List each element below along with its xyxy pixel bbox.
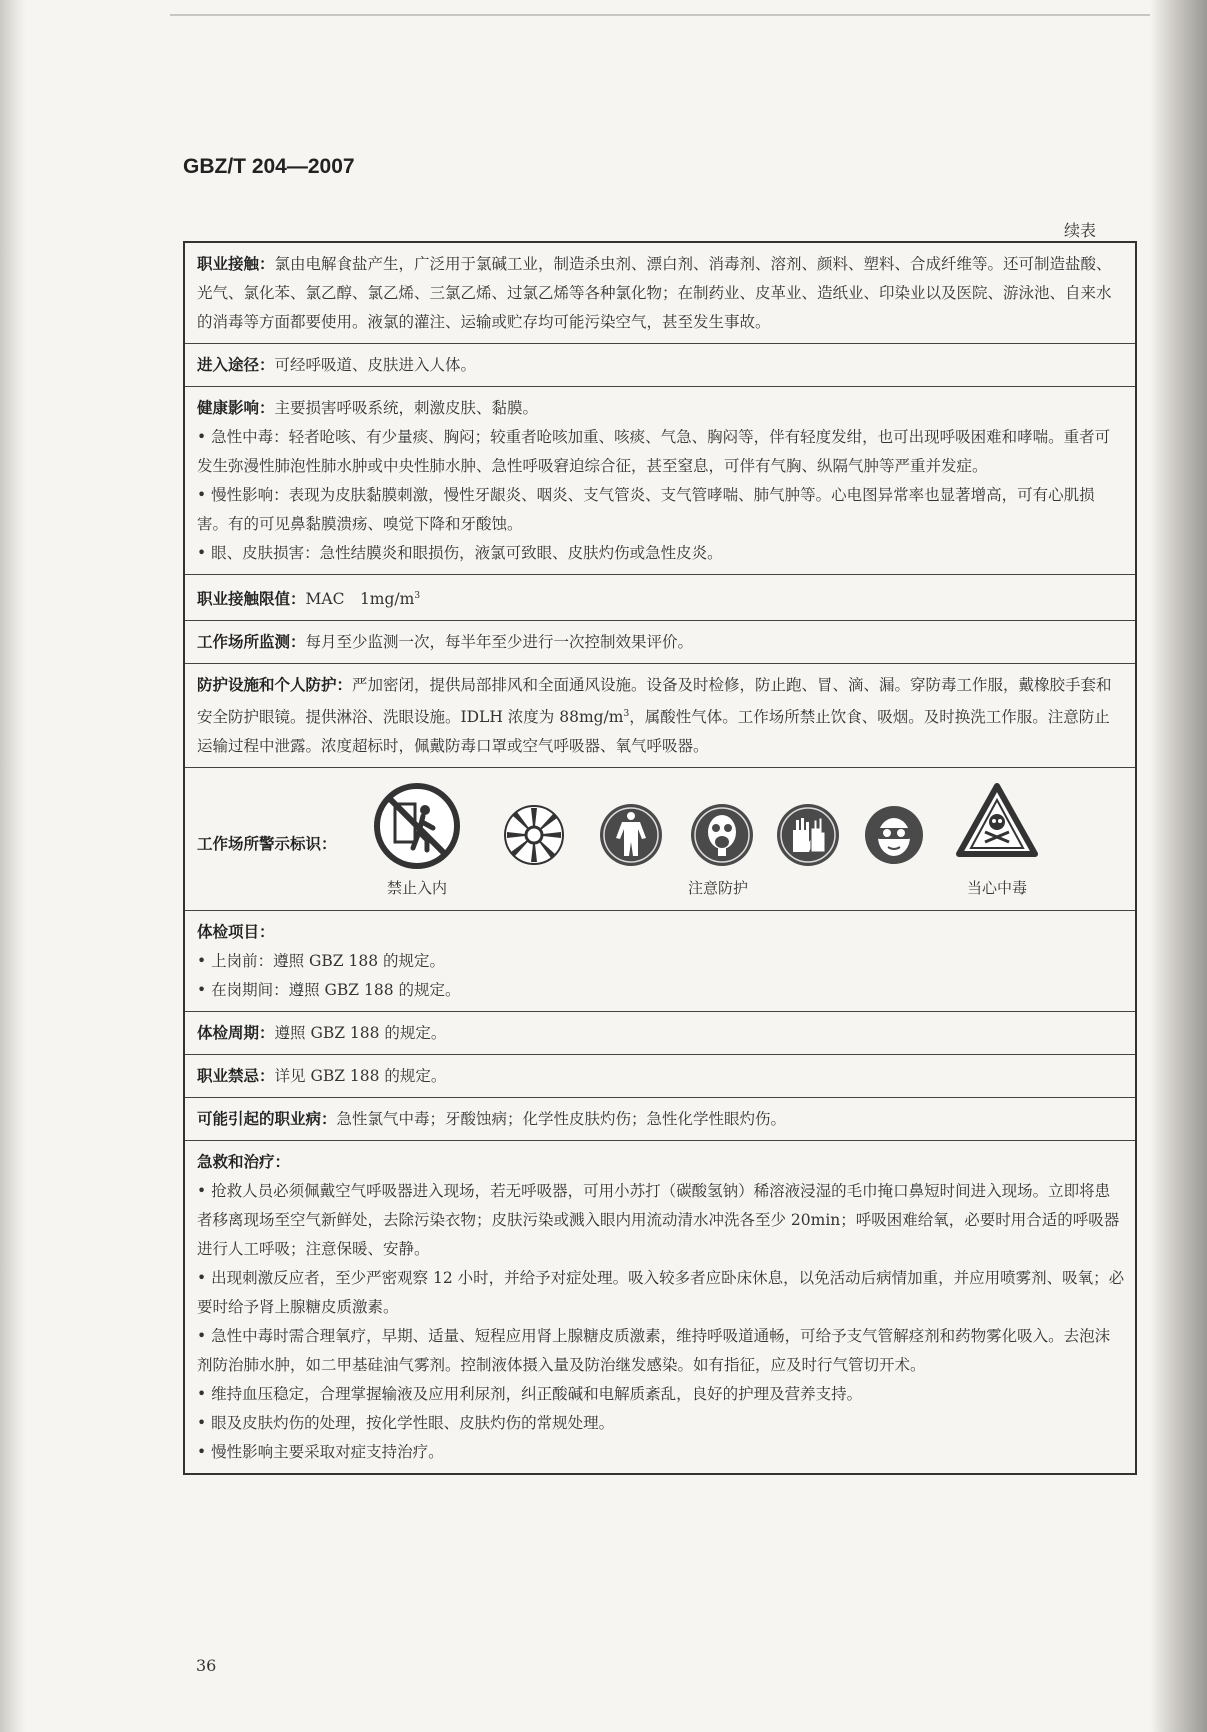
exam-item: • 在岗期间：遵照 GBZ 188 的规定。 <box>197 981 461 1000</box>
caption-no-entry: 禁止入内 <box>386 879 447 898</box>
continued-label: 续表 <box>1064 221 1097 240</box>
row-warning-signs <box>185 768 1135 911</box>
limit-superscript: 3 <box>414 591 421 601</box>
row-exposure <box>185 243 1135 344</box>
exposure-text: 氯由电解食盐产生，广泛用于氯碱工业，制造杀虫剂、漂白剂、消毒剂、溶剂、颜料、塑料、合成纤维等。还可制造盐酸、光气、氯化苯、氯乙醇、氯乙烯、三氯乙烯、过氯乙烯等各种氯化物；在制药业、皮革业、造纸业、印染业以及医院、游泳池、自来水的消毒等方面都要使用。液氯的灌注、运输或贮存均可能污染空气，甚至发生事故。 <box>197 255 1112 331</box>
disease-text: 急性氯气中毒；牙酸蚀病；化学性皮肤灼伤；急性化学性眼灼伤。 <box>336 1110 787 1129</box>
row-exam-items <box>185 911 1135 1012</box>
first-aid-item: • 眼及皮肤灼伤的处理，按化学性眼、皮肤灼伤的常规处理。 <box>197 1414 615 1433</box>
signs-label: 工作场所警示标识： <box>197 835 337 854</box>
poison-warning-icon <box>955 782 1039 858</box>
first-aid-item: • 抢救人员必须佩戴空气呼吸器进入现场，若无呼吸器，可用小苏打（碳酸氢钠）稀溶液浸湿的毛巾掩口鼻短时间进入现场。立即将患者移离现场至空气新鲜处，去除污染衣物；皮肤污染或溅入眼内用流动清水冲洗各至少 20min；呼吸困难给氧，必要时用合适的呼吸器进行人工呼吸；注意保暖、安静。 <box>197 1182 1120 1259</box>
row-protection <box>185 664 1135 768</box>
first-aid-heading: 急救和治疗： <box>197 1153 291 1172</box>
row-health <box>185 387 1135 575</box>
health-item: • 眼、皮肤损害：急性结膜炎和眼损伤，液氯可致眼、皮肤灼伤或急性皮炎。 <box>197 544 723 562</box>
row-disease <box>185 1098 1135 1141</box>
row-exam-cycle <box>185 1012 1135 1055</box>
standard-number: GBZ/T 204—2007 <box>183 155 355 178</box>
row-route <box>185 344 1135 387</box>
exam-cycle-text: 遵照 GBZ 188 的规定。 <box>274 1024 447 1043</box>
contraindication-text: 详见 GBZ 188 的规定。 <box>274 1067 447 1086</box>
limit-text: MAC 1mg/m <box>305 590 415 609</box>
page-edge <box>0 0 26 1732</box>
monitoring-heading: 工作场所监测： <box>197 633 306 652</box>
page-number: 36 <box>196 1656 217 1675</box>
health-item: • 急性中毒：轻者呛咳、有少量痰、胸闷；较重者呛咳加重、咳痰、气急、胸闷等，伴有轻度发绀，也可出现呼吸困难和哮喘。重者可发生弥漫性肺泡性肺水肿或中央性肺水肿、急性呼吸窘迫综合征，甚至窒息，可伴有气胸、纵隔气肿等严重并发症。 <box>197 428 1111 475</box>
caption-poison: 当心中毒 <box>966 879 1027 898</box>
protection-text-a: 严加密闭，提供局部排风和全面通风设施。设备及时检修，防止跑、冒、滴、漏。穿防毒工作服，戴橡胶手套和安全防护眼镜。提供淋浴、洗眼设施。IDLH 浓度为 88mg/m <box>197 676 1112 727</box>
exam-cycle-heading: 体检周期： <box>197 1024 275 1043</box>
protective-suit-icon <box>598 802 664 868</box>
caption-protection: 注意防护 <box>687 879 748 898</box>
route-heading: 进入途径： <box>197 356 275 374</box>
row-first-aid <box>185 1141 1135 1473</box>
goggles-icon <box>863 804 925 866</box>
page-shadow <box>1150 0 1207 1732</box>
health-text: 主要损害呼吸系统，刺激皮肤、黏膜。 <box>274 399 539 417</box>
first-aid-item: • 急性中毒时需合理氧疗，早期、适量、短程应用肾上腺糖皮质激素，维持呼吸道通畅，可给予支气管解痉剂和药物雾化吸入。去泡沫剂防治肺水肿，如二甲基硅油气雾剂。控制液体摄入量及防治继发感染。如有指征，应及时行气管切开术。 <box>197 1327 1111 1375</box>
protection-text-b: ，属酸性气体。工作场所禁止饮食、吸烟。及时换洗工作服。注意防止运输过程中泄露。浓度超标时，佩戴防毒口罩或空气呼吸器、氧气呼吸器。 <box>197 708 1110 756</box>
exam-items-heading: 体检项目： <box>197 923 275 942</box>
row-limit <box>185 575 1135 621</box>
protection-heading: 防护设施和个人防护： <box>197 676 353 695</box>
gas-mask-icon <box>689 802 755 868</box>
no-entry-icon <box>373 782 461 870</box>
disease-heading: 可能引起的职业病： <box>197 1110 337 1129</box>
route-text: 可经呼吸道、皮肤进入人体。 <box>274 356 477 374</box>
row-monitoring <box>185 621 1135 664</box>
health-heading: 健康影响： <box>197 399 275 417</box>
first-aid-item: • 维持血压稳定，合理掌握输液及应用利尿剂，纠正酸碱和电解质紊乱，良好的护理及营养支持。 <box>197 1385 863 1404</box>
row-contraindication <box>185 1055 1135 1098</box>
info-table <box>183 241 1137 1475</box>
health-item: • 慢性影响：表现为皮肤黏膜刺激，慢性牙龈炎、咽炎、支气管炎、支气管哮喘、肺气肿等。心电图异常率也显著增高，可有心肌损害。有的可见鼻黏膜溃疡、嗅觉下降和牙酸蚀。 <box>197 486 1095 533</box>
first-aid-item: • 出现刺激反应者，至少严密观察 12 小时，并给予对症处理。吸入较多者应卧床休息，以免活动后病情加重，并应用喷雾剂、吸氧；必要时给予肾上腺糖皮质激素。 <box>197 1269 1125 1317</box>
limit-heading: 职业接触限值： <box>197 590 306 609</box>
ventilation-fan-icon <box>503 804 565 866</box>
gloves-icon <box>775 802 841 868</box>
contraindication-heading: 职业禁忌： <box>197 1067 275 1086</box>
exposure-heading: 职业接触： <box>197 255 275 273</box>
top-rule <box>170 14 1170 16</box>
first-aid-item: • 慢性影响主要采取对症支持治疗。 <box>197 1443 444 1462</box>
protection-superscript: 3 <box>623 709 630 720</box>
exam-item: • 上岗前：遵照 GBZ 188 的规定。 <box>197 952 445 971</box>
monitoring-text: 每月至少监测一次，每半年至少进行一次控制效果评价。 <box>305 633 694 652</box>
